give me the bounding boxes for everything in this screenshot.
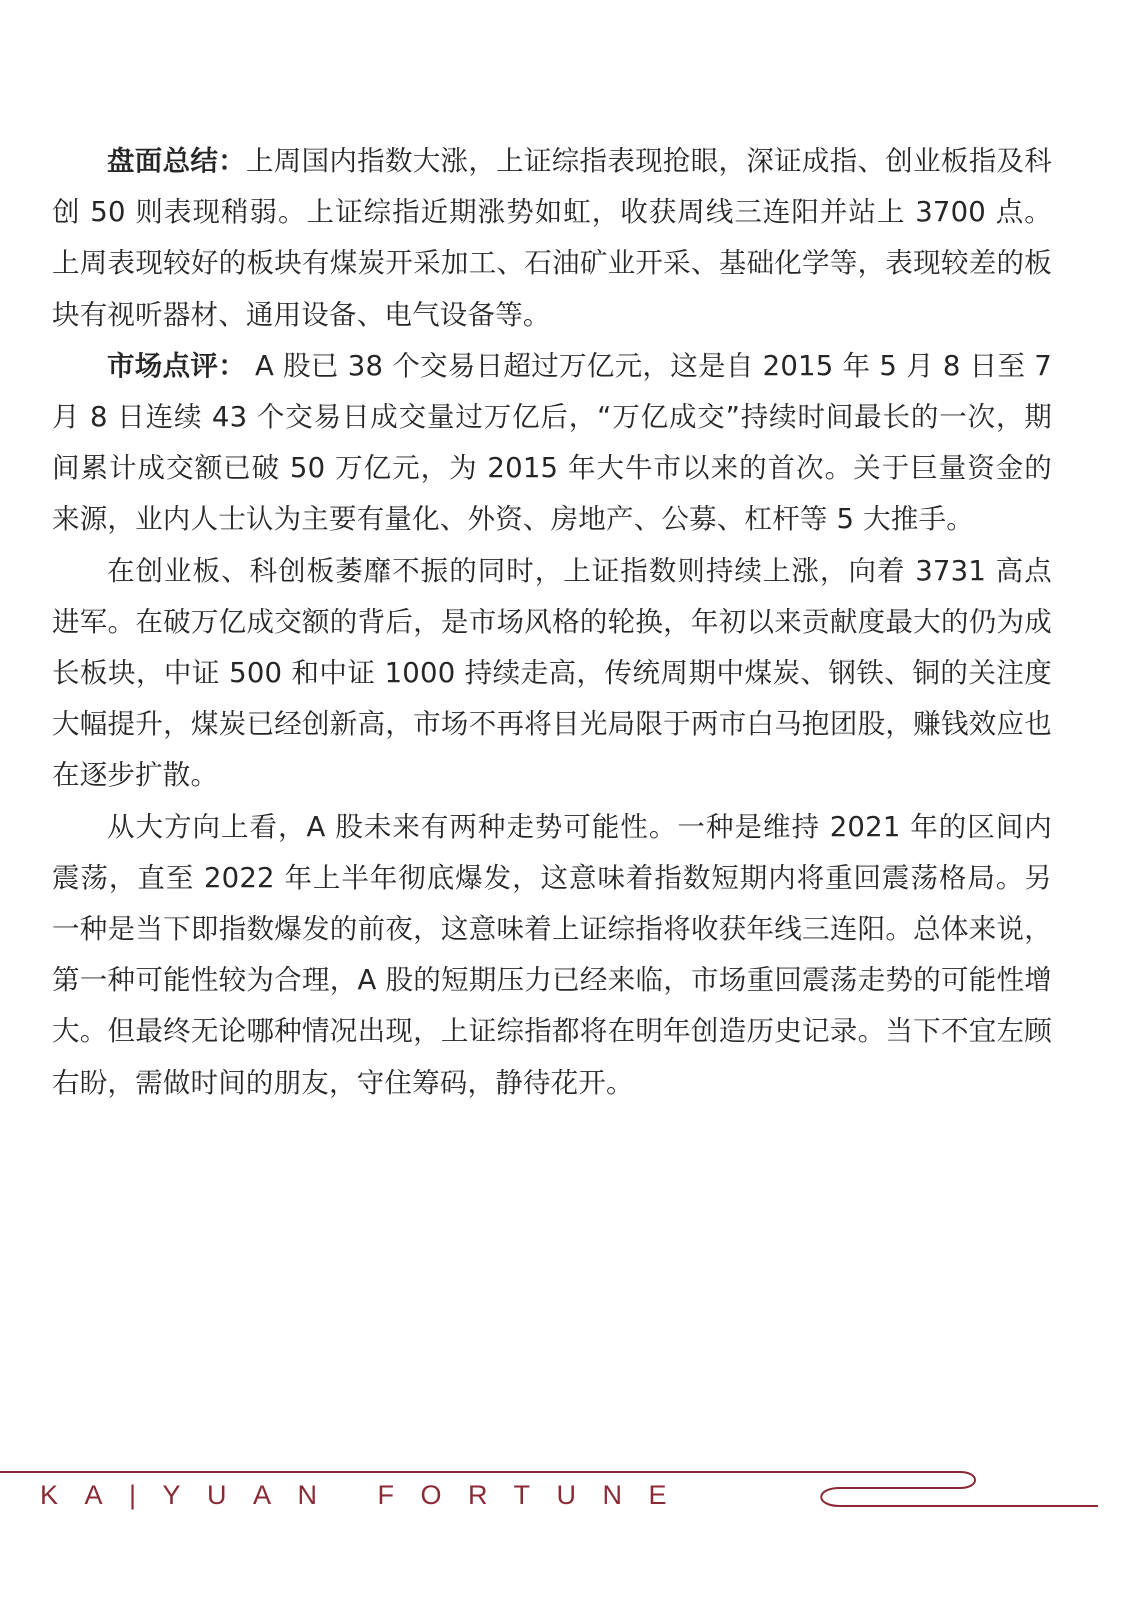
paragraph-text: 在创业板、科创板萎靡不振的同时，上证指数则持续上涨，向着 3731 高点进军。在破万亿成交额的背后，是市场风格的轮换，年初以来贡献度最大的仍为成长板块，中证 500 和中证 1000 持续走高，传统周期中煤炭、钢铁、铜的关注度大幅提升，煤炭已经创新高，市场不再将目光局限于两市白马抱团股，赚钱效应也在逐步扩散。: [52, 554, 1052, 792]
paragraph-style-rotation: [52, 546, 1052, 802]
article-body: [52, 136, 1052, 1109]
paragraph-market-review: [52, 341, 1052, 546]
paragraph-text: 上周国内指数大涨，上证综指表现抢眼，深证成指、创业板指及科创 50 则表现稍弱。上证综指近期涨势如虹，收获周线三连阳并站上 3700 点。上周表现较好的板块有煤炭开采加工、石油矿业开采、基础化学等，表现较差的板块有视听器材、通用设备、电气设备等。: [52, 145, 1052, 331]
brand-logo-text: KA|YUAN FORTUNE: [40, 1480, 694, 1510]
paragraph-outlook: [52, 802, 1052, 1109]
paragraph-lead: 市场点评：: [107, 349, 247, 382]
paragraph-lead: 盘面总结：: [107, 145, 246, 177]
paragraph-text: 从大方向上看，A 股未来有两种走势可能性。一种是维持 2021 年的区间内震荡，直至 2022 年上半年彻底爆发，这意味着指数短期内将重回震荡格局。另一种是当下即指数爆发的前夜，这意味着上证综指将收获年线三连阳。总体来说，第一种可能性较为合理，A 股的短期压力已经来临，市场重回震荡走势的可能性增大。但最终无论哪种情况出现，上证综指都将在明年创造历史记录。当下不宜左顾右盼，需做时间的朋友，守住筹码，静待花开。: [52, 810, 1052, 1099]
footer-bottom-rule: [821, 1488, 1098, 1506]
paragraph-market-summary: [52, 136, 1052, 341]
paragraph-text: A 股已 38 个交易日超过万亿元，这是自 2015 年 5 月 8 日至 7 月 8 日连续 43 个交易日成交量过万亿后，“万亿成交”持续时间最长的一次，期间累计成交额已破 50 万亿元，为 2015 年大牛市以来的首次。关于巨量资金的来源，业内人士认为主要有量化、外资、房地产、公募、杠杆等 5 大推手。: [52, 349, 1053, 536]
page-footer: [0, 1462, 1130, 1542]
